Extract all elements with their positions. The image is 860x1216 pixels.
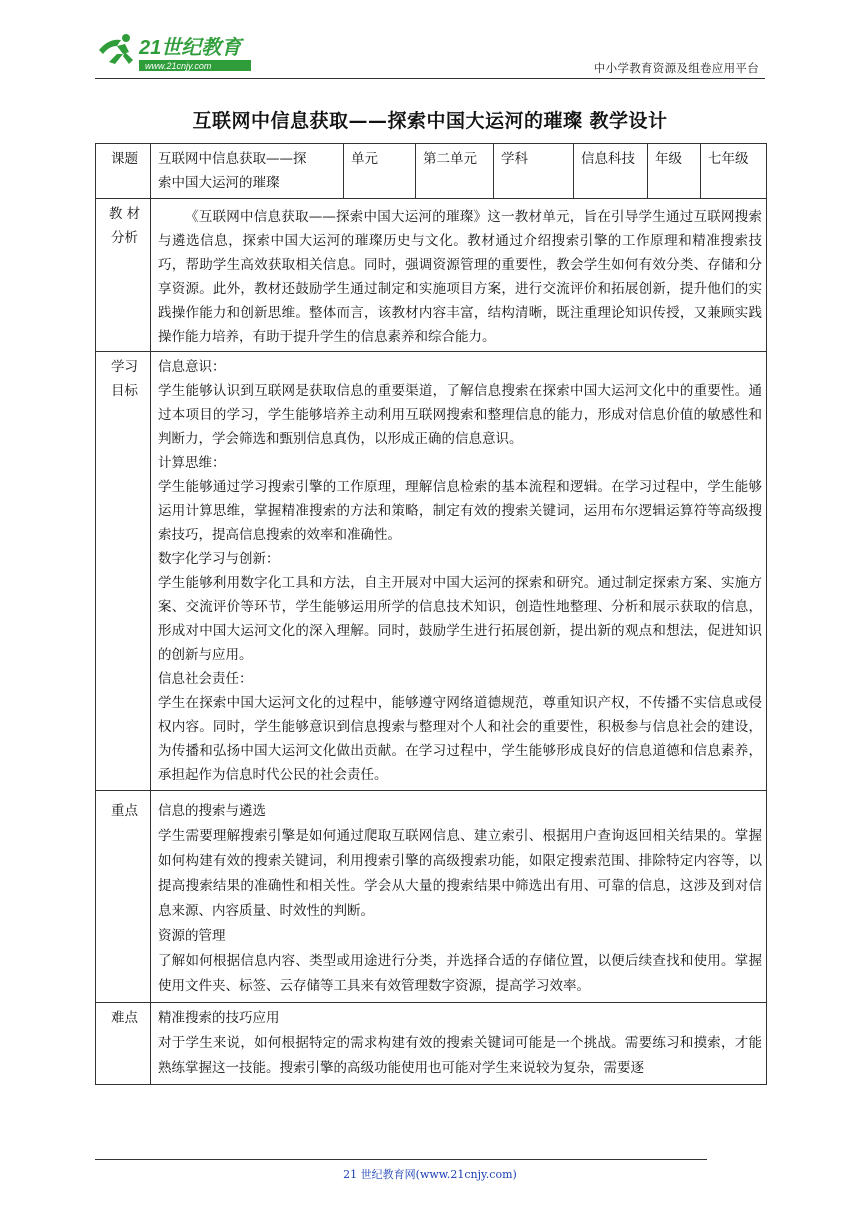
key-point-heading: 信息的搜索与遴选: [158, 803, 266, 819]
topic-label: 课题: [96, 144, 151, 199]
difficulty-heading: 精准搜索的技巧应用: [158, 1010, 280, 1026]
footer-divider: [95, 1159, 707, 1160]
goal-text: 学生能够利用数字化工具和方法，自主开展对中国大运河的探索和研究。通过制定探索方案、实施方案、交流评价等环节，学生能够运用所学的信息技术知识，创造性地整理、分析和展示获取的信息，形成对中国大运河文化的深入理解。同时，鼓励学生进行拓展创新，提出新的观点和想法，促进知识的创新与应用。: [158, 575, 762, 663]
svg-text:www.21cnjy.com: www.21cnjy.com: [145, 61, 212, 71]
key-point-text: 学生需要理解搜索引擎是如何通过爬取互联网信息、建立索引、根据用户查询返回相关结果的。掌握如何构建有效的搜索关键词，利用搜索引擎的高级搜索功能，如限定搜索范围、排除特定内容等，以提高搜索结果的准确性和相关性。学会从大量的搜索结果中筛选出有用、可靠的信息，这涉及到对信息来源、内容质量、时效性的判断。: [158, 828, 762, 919]
analysis-text: 《互联网中信息获取——探索中国大运河的璀璨》这一教材单元，旨在引导学生通过互联网搜索与遴选信息，探索中国大运河的璀璨历史与文化。教材通过介绍搜索引擎的工作原理和精准搜索技巧，帮助学生高效获取相关信息。同时，强调资源管理的重要性，教会学生如何有效分类、存储和分享资源。此外，教材还鼓励学生通过制定和实施项目方案，进行交流评价和拓展创新，提升他们的实践操作能力和创新思维。整体而言，该教材内容丰富，结构清晰，既注重理论知识传授，又兼顾实践操作能力培养，有助于提升学生的信息素养和综合能力。: [151, 199, 767, 352]
goal-text: 学生在探索中国大运河文化的过程中，能够遵守网络道德规范，尊重知识产权，不传播不实信息或侵权内容。同时，学生能够意识到信息搜索与整理对个人和社会的重要性，积极参与信息社会的建设，为传播和弘扬中国大运河文化做出贡献。在学习过程中，学生能够形成良好的信息道德和信息素养，承担起作为信息时代公民的社会责任。: [158, 695, 762, 783]
difficulty-text: 对于学生来说，如何根据特定的需求构建有效的搜索关键词可能是一个挑战。需要练习和摸索，才能熟练掌握这一技能。搜索引擎的高级功能使用也可能对学生来说较为复杂，需要逐: [158, 1035, 762, 1076]
logo-21cnjy: [95, 28, 265, 78]
page-header: [95, 28, 765, 78]
key-point-text: 了解如何根据信息内容、类型或用途进行分类，并选择合适的存储位置，以便后续查找和使用。掌握使用文件夹、标签、云存储等工具来有效管理数字资源，提高学习效率。: [158, 953, 762, 994]
difficulties-row: [96, 1003, 767, 1085]
goals-row: [96, 352, 767, 791]
footer-text: 21 世纪教育网(www.21cnjy.com): [343, 1168, 517, 1181]
key-point-heading: 资源的管理: [158, 928, 226, 944]
goal-heading: 信息社会责任：: [158, 671, 253, 687]
analysis-label: 教 材 分析: [96, 199, 151, 352]
grade-label: 年级: [648, 144, 701, 199]
goal-heading: 信息意识：: [158, 359, 226, 375]
subject-label: 学科: [494, 144, 574, 199]
key-points-label: 重点: [96, 791, 151, 1003]
document-title: 互联网中信息获取——探索中国大运河的璀璨 教学设计: [192, 110, 668, 132]
subject-value: 信息科技: [574, 144, 648, 199]
goals-label: 学习 目标: [96, 352, 151, 791]
grade-value: 七年级: [701, 144, 767, 199]
goal-text: 学生能够通过学习搜索引擎的工作原理，理解信息检索的基本流程和逻辑。在学习过程中，学生能够运用计算思维，掌握精准搜索的方法和策略，制定有效的搜索关键词，运用布尔逻辑运算符等高级搜索技巧，提高信息搜索的效率和准确性。: [158, 479, 762, 543]
unit-value: 第二单元: [416, 144, 494, 199]
info-row: [96, 144, 767, 199]
goal-heading: 计算思维：: [158, 455, 226, 471]
platform-name: 中小学教育资源及组卷应用平台: [593, 61, 759, 75]
topic-value: 互联网中信息获取——探 索中国大运河的璀璨: [151, 144, 344, 199]
goal-heading: 数字化学习与创新：: [158, 551, 280, 567]
difficulties-content: [151, 1003, 767, 1085]
difficulties-label: 难点: [96, 1003, 151, 1085]
svg-text:21世纪教育: 21世纪教育: [139, 37, 242, 59]
header-divider: [95, 78, 765, 79]
key-points-row: [96, 791, 767, 1003]
lesson-plan-table: [95, 143, 767, 1085]
unit-label: 单元: [344, 144, 416, 199]
analysis-row: [96, 199, 767, 352]
key-points-content: [151, 791, 767, 1003]
goals-content: [151, 352, 767, 791]
goal-text: 学生能够认识到互联网是获取信息的重要渠道，了解信息搜索在探索中国大运河文化中的重要性。通过本项目的学习，学生能够培养主动利用互联网搜索和整理信息的能力，形成对信息价值的敏感性和判断力，学会筛选和甄别信息真伪，以形成正确的信息意识。: [158, 383, 762, 447]
